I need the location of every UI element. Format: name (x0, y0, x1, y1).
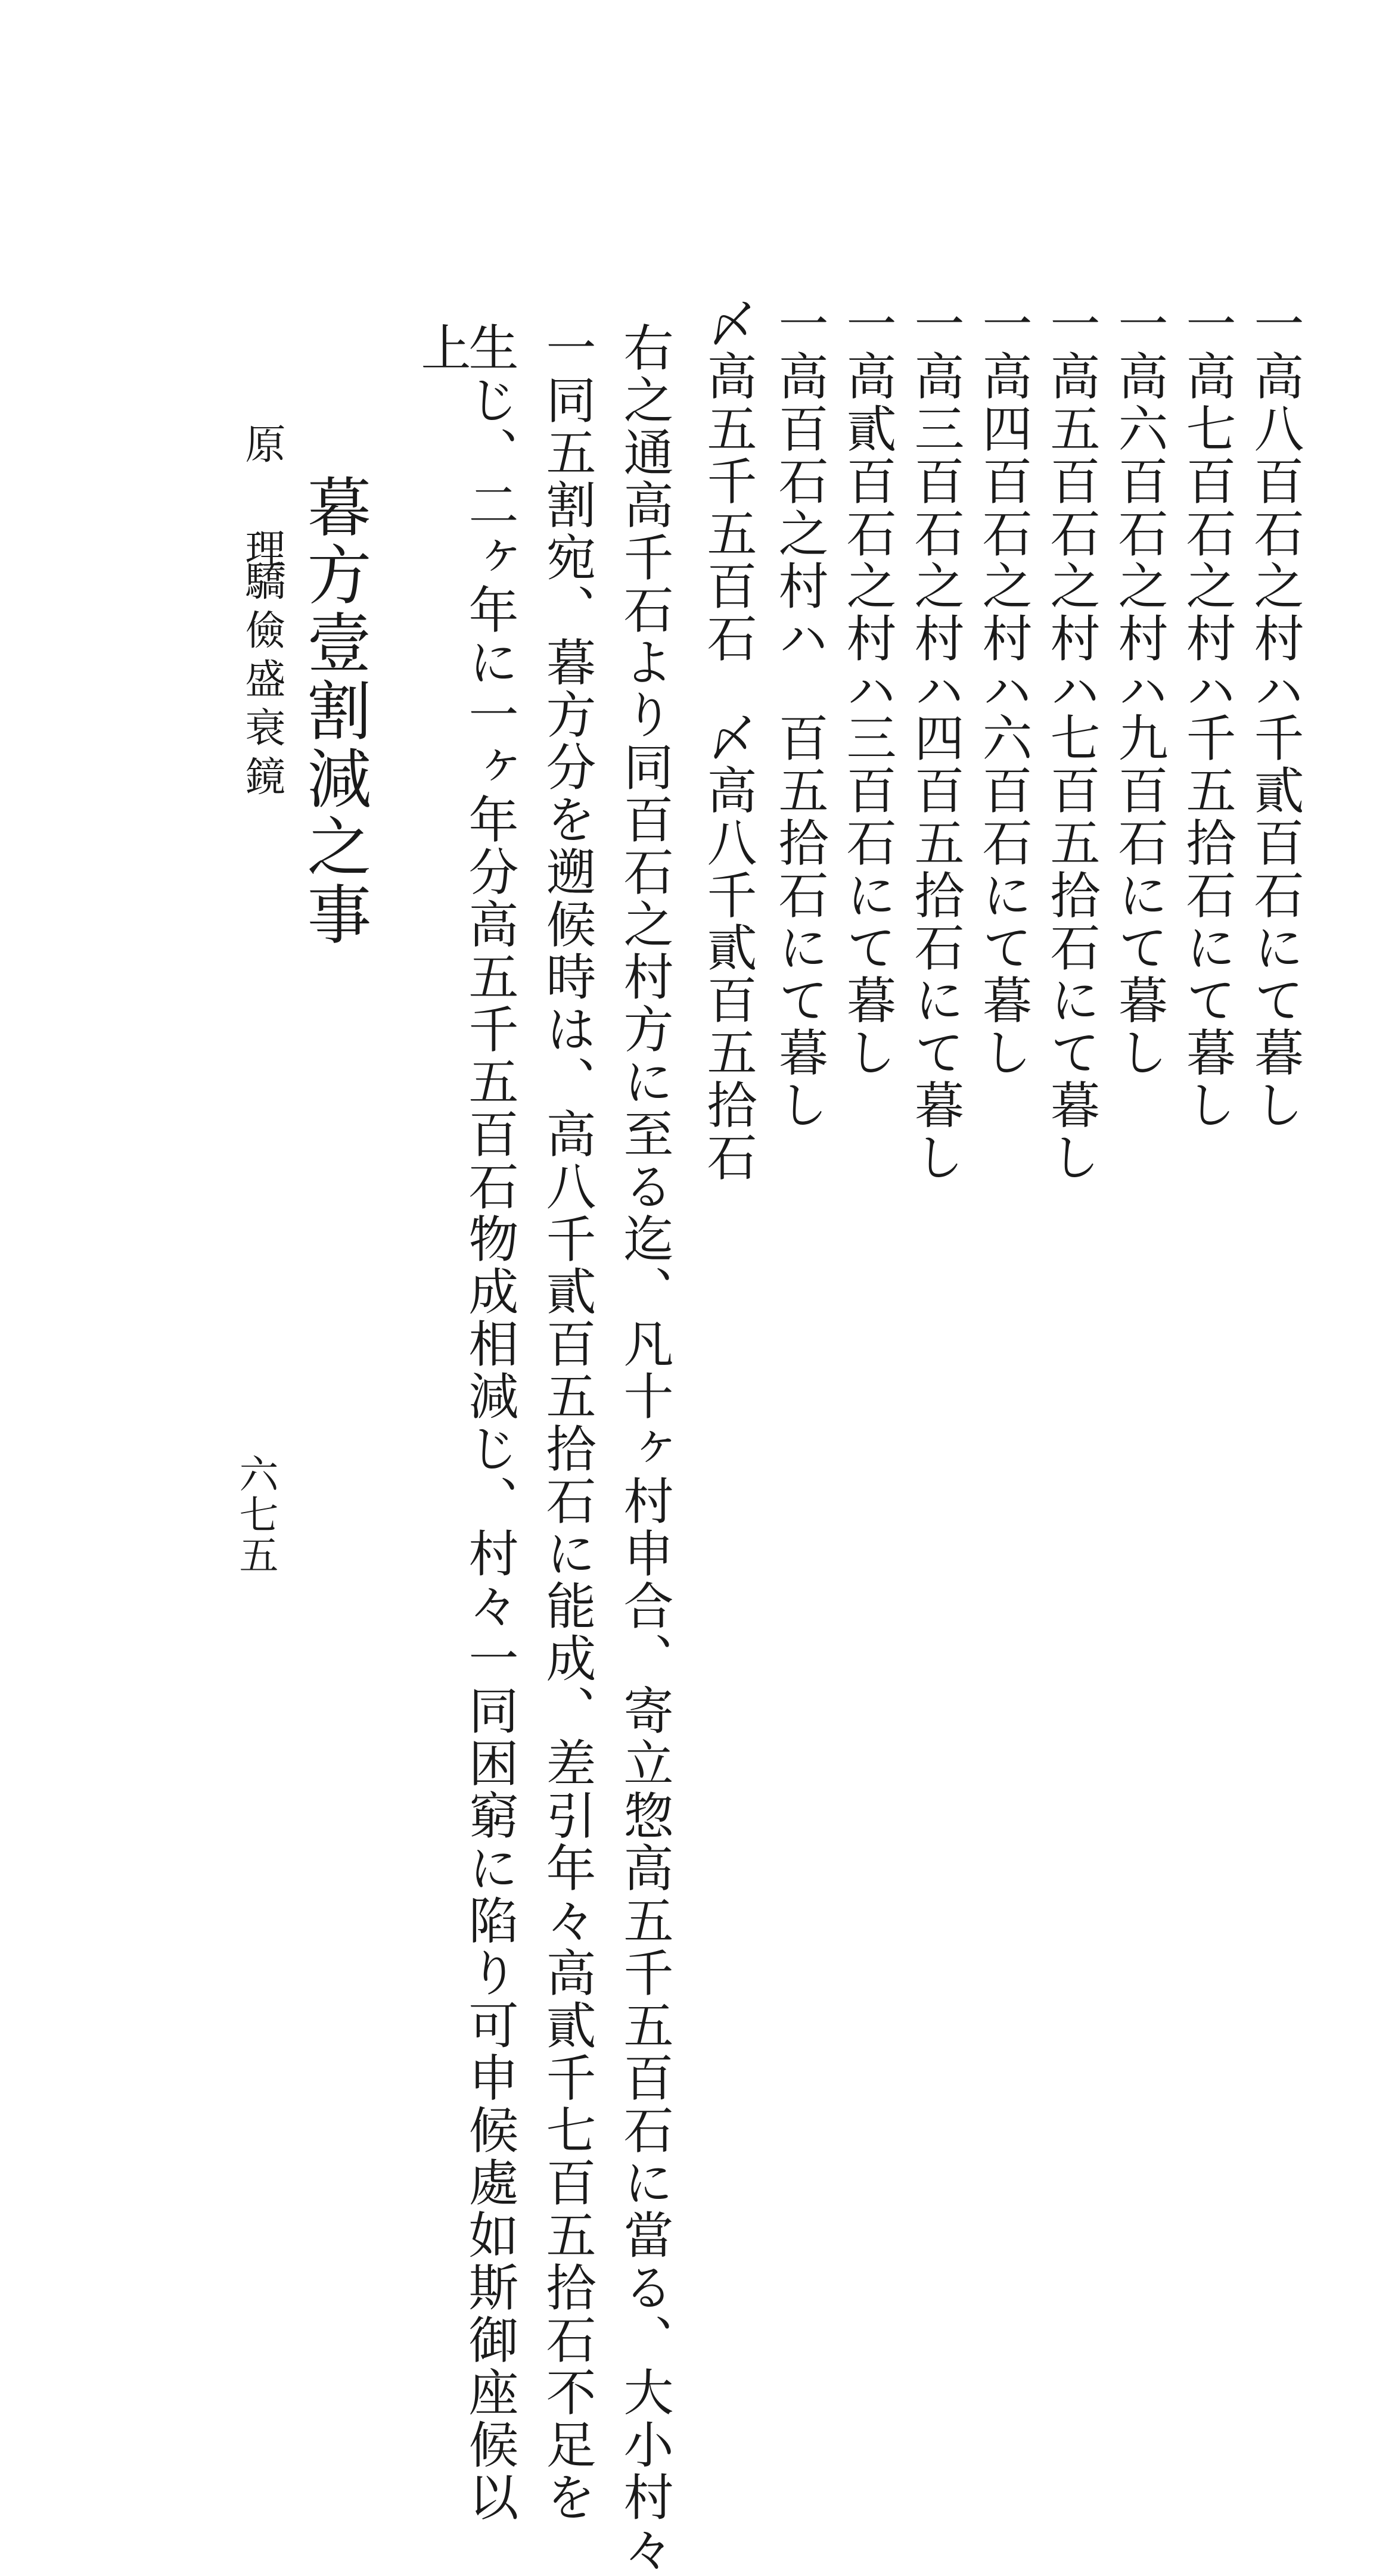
paragraph-line-2: 一同五割宛、暮方分を遡候時は、高八千貳百五拾石に能成、差引年々高貳千七百五拾石不足を (538, 322, 596, 2524)
category-label: 原 理 (238, 423, 285, 580)
entry-4-right: 七百五拾石にて暮し (1042, 712, 1101, 1184)
entry-8-right: 百五拾石にて暮し (770, 712, 829, 1131)
total-left: 〆高五千五百石 (699, 298, 757, 665)
entry-5-left: 一高四百石之村ハ (974, 298, 1033, 717)
entry-4-left: 一高五百石之村ハ (1042, 298, 1101, 717)
entry-2-left: 一高七百石之村ハ (1178, 298, 1236, 717)
section-title: 暮方壹割減之事 (296, 474, 371, 949)
paragraph-line-4: 上 (413, 322, 471, 374)
entry-8-left: 一高百石之村ハ (770, 298, 829, 665)
paragraph-line-1: 右之通高千石より同百石之村方に至る迄、凡十ヶ村申合、寄立惣高五千五百石に當る、大小村々 (616, 322, 674, 2576)
entry-1-left: 一高八百石之村ハ (1246, 298, 1304, 717)
entry-7-right: 三百石にて暮し (838, 712, 897, 1079)
entry-3-right: 九百石にて暮し (1110, 712, 1169, 1079)
page-number: 六七五 (232, 1454, 278, 1575)
entry-6-right: 四百五拾石にて暮し (906, 712, 965, 1184)
entry-2-right: 千五拾石にて暮し (1178, 712, 1236, 1131)
book-title: 驕儉盛衰鏡 (238, 560, 285, 804)
entry-5-right: 六百石にて暮し (974, 712, 1033, 1079)
entry-7-left: 一高貳百石之村ハ (838, 298, 897, 717)
entry-6-left: 一高三百石之村ハ (906, 298, 965, 717)
paragraph-line-3: 生じ、二ヶ年に一ヶ年分高五千五百石物成相減じ、村々一同困窮に陷り可申候處如斯御座候以 (461, 322, 519, 2524)
entry-1-right: 千貳百石にて暮し (1246, 712, 1304, 1131)
total-right: 〆高八千貳百五拾石 (699, 712, 757, 1184)
entry-3-left: 一高六百石之村ハ (1110, 298, 1169, 717)
